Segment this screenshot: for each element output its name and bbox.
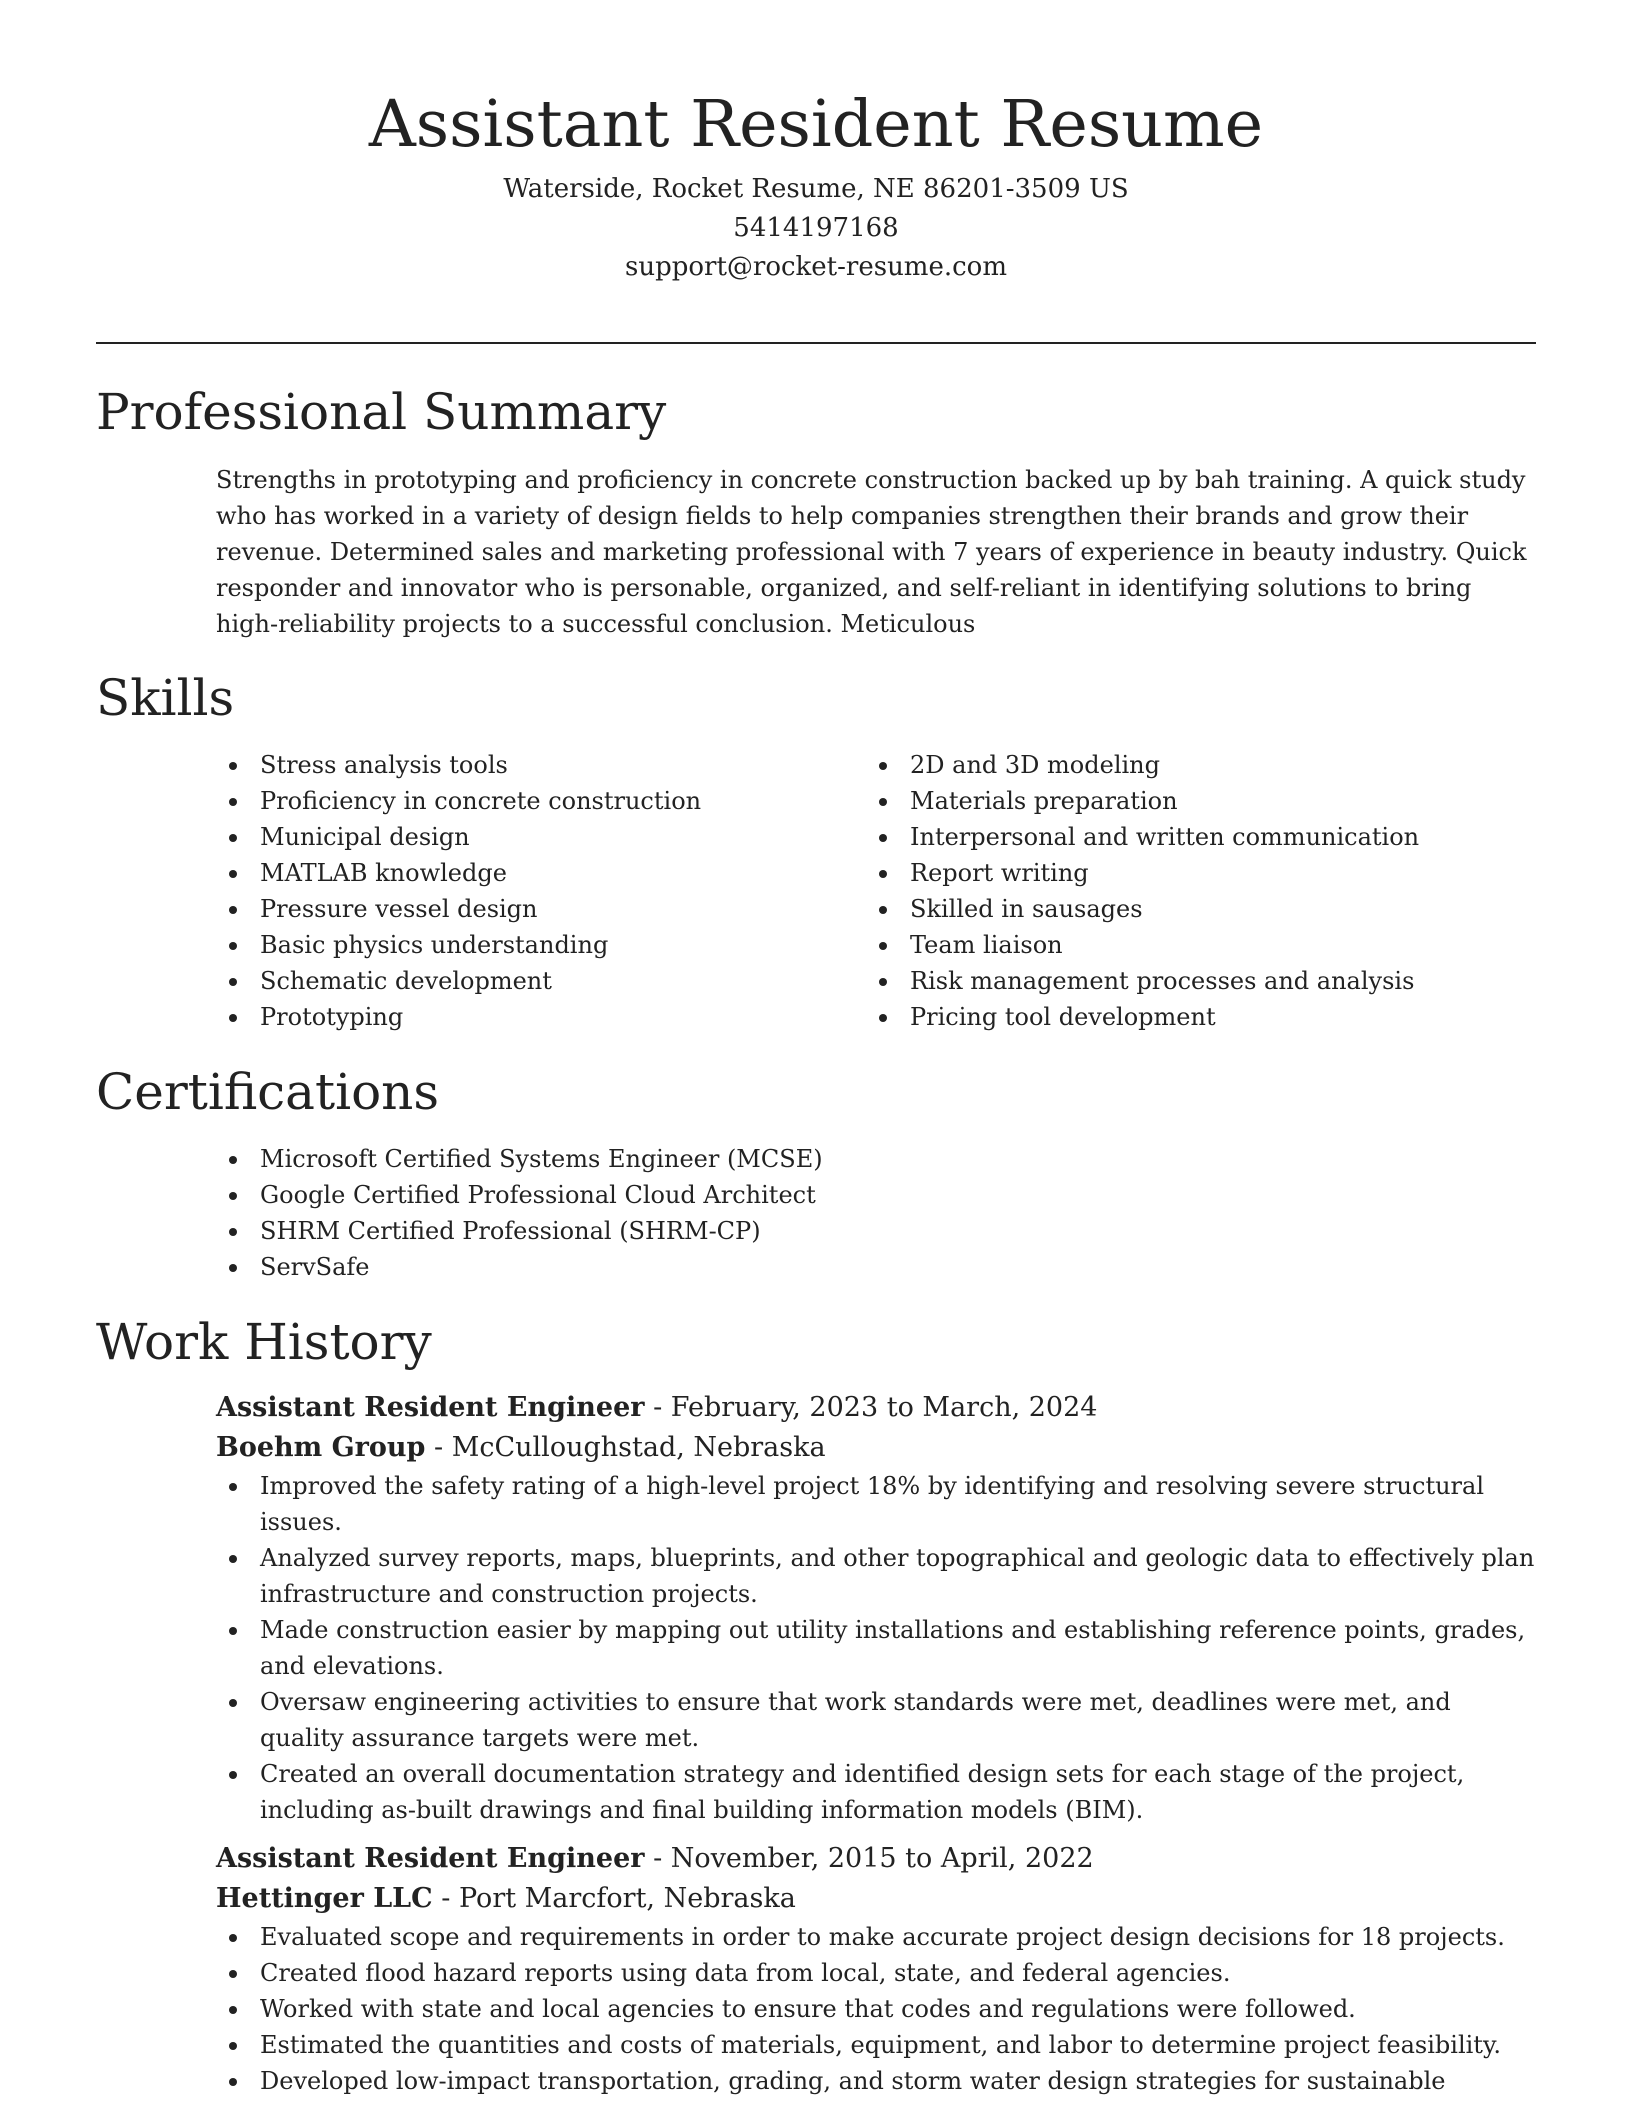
skills-column-right: [866, 747, 1506, 1035]
job-separator: -: [441, 1883, 459, 1914]
skill-item: Pressure vessel design: [216, 891, 856, 927]
job-company-line: [216, 1428, 1536, 1468]
job-dates: November, 2015 to April, 2022: [670, 1843, 1094, 1874]
job-separator: -: [434, 1432, 452, 1463]
job-bullet-item: Made construction easier by mapping out utility installations and establishing reference points, grades, and elevations.: [216, 1612, 1536, 1684]
skill-item: MATLAB knowledge: [216, 855, 856, 891]
summary-text: Strengths in prototyping and proficiency in concrete construction backed up by bah training. A quick study who has worked in a variety of design fields to help companies strengthen their brands and grow their revenue. Determined sales and marketing professional with 7 years of experience in beauty industry. Quick responder and innovator who is personable, organized, and self-reliant in identifying solutions to bring high-reliability projects to a successful conclusion. Meticulous: [216, 466, 1527, 638]
job-title-line: [216, 1839, 1536, 1879]
job-dates: February, 2023 to March, 2024: [670, 1392, 1098, 1423]
job-separator: -: [653, 1843, 671, 1874]
job-title: Assistant Resident Engineer: [216, 1843, 645, 1874]
job-bullet-item: Analyzed survey reports, maps, blueprints, and other topographical and geologic data to effectively plan infrastructure and construction projects.: [216, 1540, 1536, 1612]
job-bullet-item: Estimated the quantities and costs of materials, equipment, and labor to determine project feasibility.: [216, 2027, 1536, 2063]
job-bullet-list: [216, 1468, 1536, 1828]
certification-item: Google Certified Professional Cloud Architect: [216, 1177, 1536, 1213]
job-bullet-item: Worked with state and local agencies to ensure that codes and regulations were followed.: [216, 1991, 1536, 2027]
skills-list-left: [216, 747, 856, 1035]
job-separator: -: [653, 1392, 671, 1423]
job-entry: [216, 1388, 1536, 1828]
certifications-block: [216, 1141, 1536, 1285]
job-bullet-item: Developed low-impact transportation, grading, and storm water design strategies for sustainable: [216, 2063, 1536, 2099]
contact-address: Waterside, Rocket Resume, NE 86201-3509 US: [503, 174, 1129, 204]
job-bullet-item: Created an overall documentation strategy and identified design sets for each stage of the project, including as-built drawings and final building information models (BIM).: [216, 1756, 1536, 1828]
job-title-line: [216, 1388, 1536, 1428]
skill-item: Stress analysis tools: [216, 747, 856, 783]
certifications-list: [216, 1141, 1536, 1285]
skill-item: Proficiency in concrete construction: [216, 783, 856, 819]
job-company-line: [216, 1879, 1536, 1919]
job-title: Assistant Resident Engineer: [216, 1392, 645, 1423]
job-company: Boehm Group: [216, 1432, 426, 1463]
skills-column-left: [216, 747, 856, 1035]
skill-item: Risk management processes and analysis: [866, 963, 1506, 999]
section-heading-summary: Professional Summary: [96, 383, 667, 441]
skill-item: Municipal design: [216, 819, 856, 855]
job-bullet-list: [216, 1919, 1536, 2099]
skill-item: Team liaison: [866, 927, 1506, 963]
skill-item: Basic physics understanding: [216, 927, 856, 963]
resume-header: [0, 0, 1632, 287]
job-entry: [216, 1839, 1536, 2099]
job-location: Port Marcfort, Nebraska: [458, 1883, 796, 1914]
skill-item: 2D and 3D modeling: [866, 747, 1506, 783]
skill-item: Skilled in sausages: [866, 891, 1506, 927]
skills-list-right: [866, 747, 1506, 1035]
contact-phone: 5414197168: [733, 213, 899, 243]
job-bullet-item: Created flood hazard reports using data from local, state, and federal agencies.: [216, 1955, 1536, 1991]
header-divider: [96, 342, 1536, 344]
section-heading-skills: Skills: [96, 669, 235, 727]
job-bullet-item: Improved the safety rating of a high-level project 18% by identifying and resolving severe structural issues.: [216, 1468, 1536, 1540]
contact-email: support@rocket-resume.com: [624, 252, 1007, 282]
section-heading-work-history: Work History: [96, 1313, 432, 1371]
skill-item: Prototyping: [216, 999, 856, 1035]
skill-item: Materials preparation: [866, 783, 1506, 819]
certification-item: ServSafe: [216, 1249, 1536, 1285]
resume-title: Assistant Resident Resume: [368, 87, 1264, 162]
certification-item: SHRM Certified Professional (SHRM-CP): [216, 1213, 1536, 1249]
job-bullet-item: Evaluated scope and requirements in order to make accurate project design decisions for 18 projects.: [216, 1919, 1536, 1955]
skill-item: Schematic development: [216, 963, 856, 999]
section-heading-certifications: Certifications: [96, 1063, 440, 1121]
skill-item: Interpersonal and written communication: [866, 819, 1506, 855]
skill-item: Pricing tool development: [866, 999, 1506, 1035]
job-company: Hettinger LLC: [216, 1883, 433, 1914]
job-location: McCulloughstad, Nebraska: [451, 1432, 826, 1463]
job-bullet-item: Oversaw engineering activities to ensure that work standards were met, deadlines were met, and quality assurance targets were met.: [216, 1684, 1536, 1756]
certification-item: Microsoft Certified Systems Engineer (MCSE): [216, 1141, 1536, 1177]
skill-item: Report writing: [866, 855, 1506, 891]
